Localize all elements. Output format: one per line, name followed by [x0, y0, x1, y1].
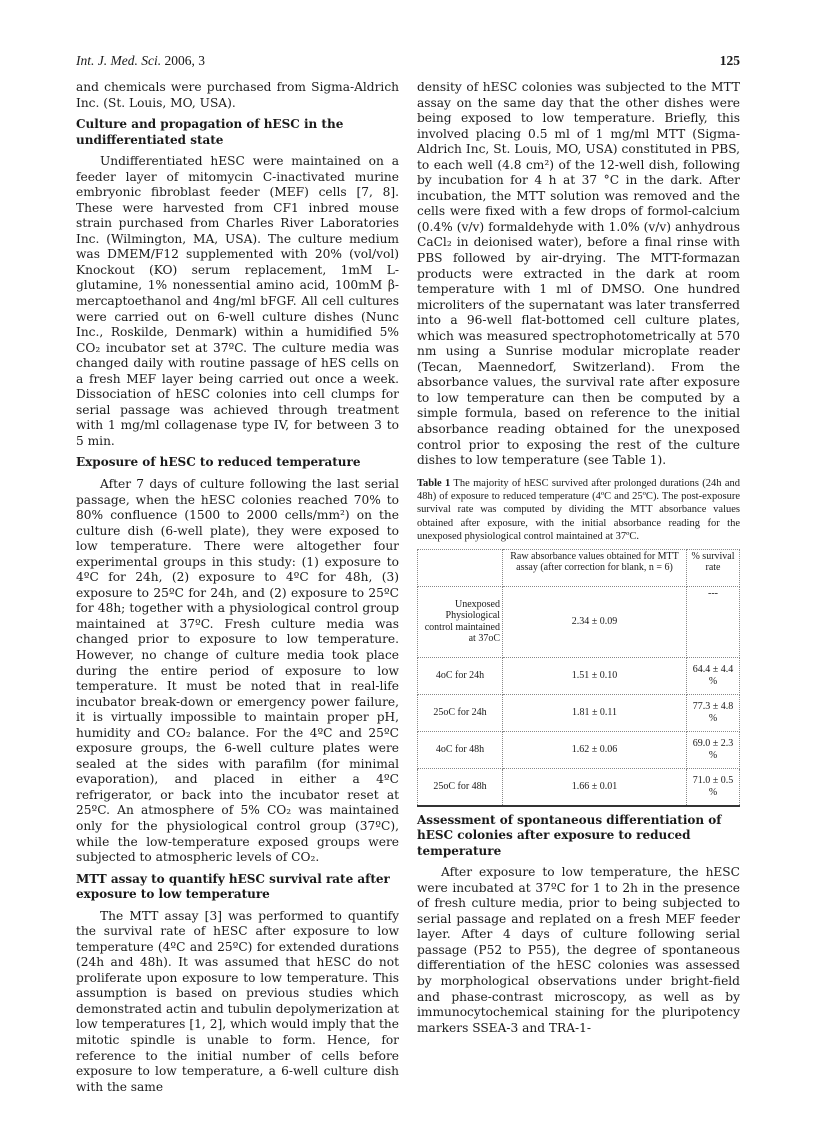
table-cell-pct: 69.0 ± 2.3 %: [687, 731, 740, 768]
table-cell-label: 4oC for 24h: [418, 657, 503, 694]
table-cell-raw: 1.66 ± 0.01: [503, 768, 687, 806]
table-cell-raw: 1.51 ± 0.10: [503, 657, 687, 694]
table-cell-label: Unexposed Physiological control maintained at 37oC: [418, 586, 503, 657]
left-column: [76, 80, 399, 1095]
journal-name: Int. J. Med. Sci.: [76, 53, 162, 68]
table-cell-pct: 77.3 ± 4.8 %: [687, 694, 740, 731]
table-cell-label: 4oC for 48h: [418, 731, 503, 768]
table-header-cell: [418, 549, 503, 586]
table-row: [418, 657, 740, 694]
journal-year-volume: 2006, 3: [164, 53, 205, 68]
table-cell-pct: 71.0 ± 0.5 %: [687, 768, 740, 806]
running-header: [76, 53, 205, 69]
table-caption-label: Table 1: [417, 477, 451, 489]
table-header-cell: % survival rate: [687, 549, 740, 586]
table-header-cell: Raw absorbance values obtained for MTT assay (after correction for blank, n = 6): [503, 549, 687, 586]
section-heading: Exposure of hESC to reduced temperature: [76, 455, 361, 470]
page-number: 125: [719, 53, 740, 68]
table-row: [418, 768, 740, 806]
paragraph: and chemicals were purchased from Sigma-Aldrich Inc. (St. Louis, MO, USA).: [76, 80, 399, 110]
table-row: [418, 731, 740, 768]
table-caption: [417, 477, 740, 544]
paragraph: The MTT assay [3] was performed to quantify the survival rate of hESC after exposure to low temperature (4ºC and 25ºC) for extended durations (24h and 48h). It was assumed that hESC do not proliferate upon exposure to low temperature. This assumption is based on previous studies which demonstrated actin and tubulin depolymerization at low temperatures [1, 2], which would imply that the mitotic spindle is unable to form. Hence, for reference to the initial number of cells before exposure to low temperature, a 6-well culture dish with the same: [76, 908, 399, 1094]
table-cell-label: 25oC for 24h: [418, 694, 503, 731]
table-header-row: [418, 549, 740, 586]
right-column: [417, 80, 740, 1036]
table-cell-label: 25oC for 48h: [418, 768, 503, 806]
table-caption-text: The majority of hESC survived after prolonged durations (24h and 48h) of exposure to reduced temperature (4ºC and 25ºC). The post-exposure survival rate was computed by dividing the MTT absorbance values obtained after exposure, with the initial absorbance reading for the unexposed physiological control maintained at 37ºC.: [417, 477, 740, 543]
paragraph: density of hESC colonies was subjected to the MTT assay on the same day that the other dishes were being exposed to low temperature. Briefly, this involved placing 0.5 ml of 1 mg/ml MTT (Sigma-Aldrich Inc, St. Louis, MO, USA) constituted in PBS, to each well (4.8 cm²) of the 12-well dish, following by incubation for 4 h at 37 °C in the dark. After incubation, the MTT solution was removed and the cells were fixed with a few drops of formol-calcium (0.4% (v/v) formaldehyde with 1.0% (v/v) anhydrous CaCl₂ in deionised water), before a final rinse with PBS followed by air-drying. The MTT-formazan products were extracted in the dark at room temperature with 1 ml of DMSO. One hundred microliters of the supernatant was later transferred into a 96-well flat-bottomed cell culture plates, which was measured spectrophotometrically at 570 nm using a Sunrise modular microplate reader (Tecan, Maennedorf, Switzerland). From the absorbance values, the survival rate after exposure to low temperature can then be computed by a simple formula, based on reference to the initial absorbance reading obtained for the unexposed control prior to exposing the rest of the culture dishes to low temperature (see Table 1).: [417, 80, 740, 468]
table-cell-pct: 64.4 ± 4.4 %: [687, 657, 740, 694]
table-row: [418, 586, 740, 657]
section-heading: MTT assay to quantify hESC survival rate after exposure to low temperature: [76, 871, 390, 902]
paragraph: After exposure to low temperature, the hESC were incubated at 37ºC for 1 to 2h in the presence of fresh culture media, prior to being subjected to serial passage and replated on a fresh MEF feeder layer. After 4 days of culture following serial passage (P52 to P55), the degree of spontaneous differentiation of the hESC colonies was assessed by morphological observations under bright-field and phase-contrast microscopy, as well as by immunocytochemical staining for the pluripotency markers SSEA-3 and TRA-1-: [417, 865, 740, 1035]
table-cell-raw: 1.81 ± 0.11: [503, 694, 687, 731]
results-table: [417, 549, 740, 807]
section-heading: Assessment of spontaneous differentiation of hESC colonies after exposure to reduced temperature: [417, 812, 722, 858]
paragraph: Undifferentiated hESC were maintained on a feeder layer of mitomycin C-inactivated murine embryonic fibroblast feeder (MEF) cells [7, 8]. These were harvested from CF1 inbred mouse strain purchased from Charles River Laboratories Inc. (Wilmington, MA, USA). The culture medium was DMEM/F12 supplemented with 20% (vol/vol) Knockout (KO) serum replacement, 1mM L-glutamine, 1% nonessential amino acid, 100mM β-mercaptoethanol and 4ng/ml bFGF. All cell cultures were carried out on 6-well culture dishes (Nunc Inc., Roskilde, Denmark) within a humidified 5% CO₂ incubator set at 37ºC. The culture media was changed daily with routine passage of hES cells on a fresh MEF layer being carried out once a week. Dissociation of hESC colonies into cell clumps for serial passage was achieved through treatment with 1 mg/ml collagenase type IV, for between 3 to 5 min.: [76, 154, 399, 448]
table-cell-raw: 1.62 ± 0.06: [503, 731, 687, 768]
table-row: [418, 694, 740, 731]
paragraph: After 7 days of culture following the last serial passage, when the hESC colonies reached 70% to 80% confluence (1500 to 2000 cells/mm²) on the culture dish (6-well plate), they were exposed to low temperature. There were altogether four experimental groups in this study: (1) exposure to 4ºC for 24h, (2) exposure to 4ºC for 48h, (3) exposure to 25ºC for 24h, and (2) exposure to 25ºC for 48h; together with a physiological control group maintained at 37ºC. Fresh culture media was changed prior to exposure to low temperature. However, no change of culture media took place during the entire period of exposure to low temperature. It must be noted that in real-life incubator break-down or emergency power failure, it is virtually impossible to maintain proper pH, humidity and CO₂ balance. For the 4ºC and 25ºC exposure groups, the 6-well culture plates were sealed at the sides with parafilm (for minimal evaporation), and placed in either a 4ºC refrigerator, or back into the incubator reset at 25ºC. An atmosphere of 5% CO₂ was maintained only for the physiological control group (37ºC), while the low-temperature exposed groups were subjected to atmospheric levels of CO₂.: [76, 476, 399, 865]
table-cell-pct: ---: [687, 586, 740, 657]
table-cell-raw: 2.34 ± 0.09: [503, 586, 687, 657]
section-heading: Culture and propagation of hESC in the undifferentiated state: [76, 117, 344, 147]
